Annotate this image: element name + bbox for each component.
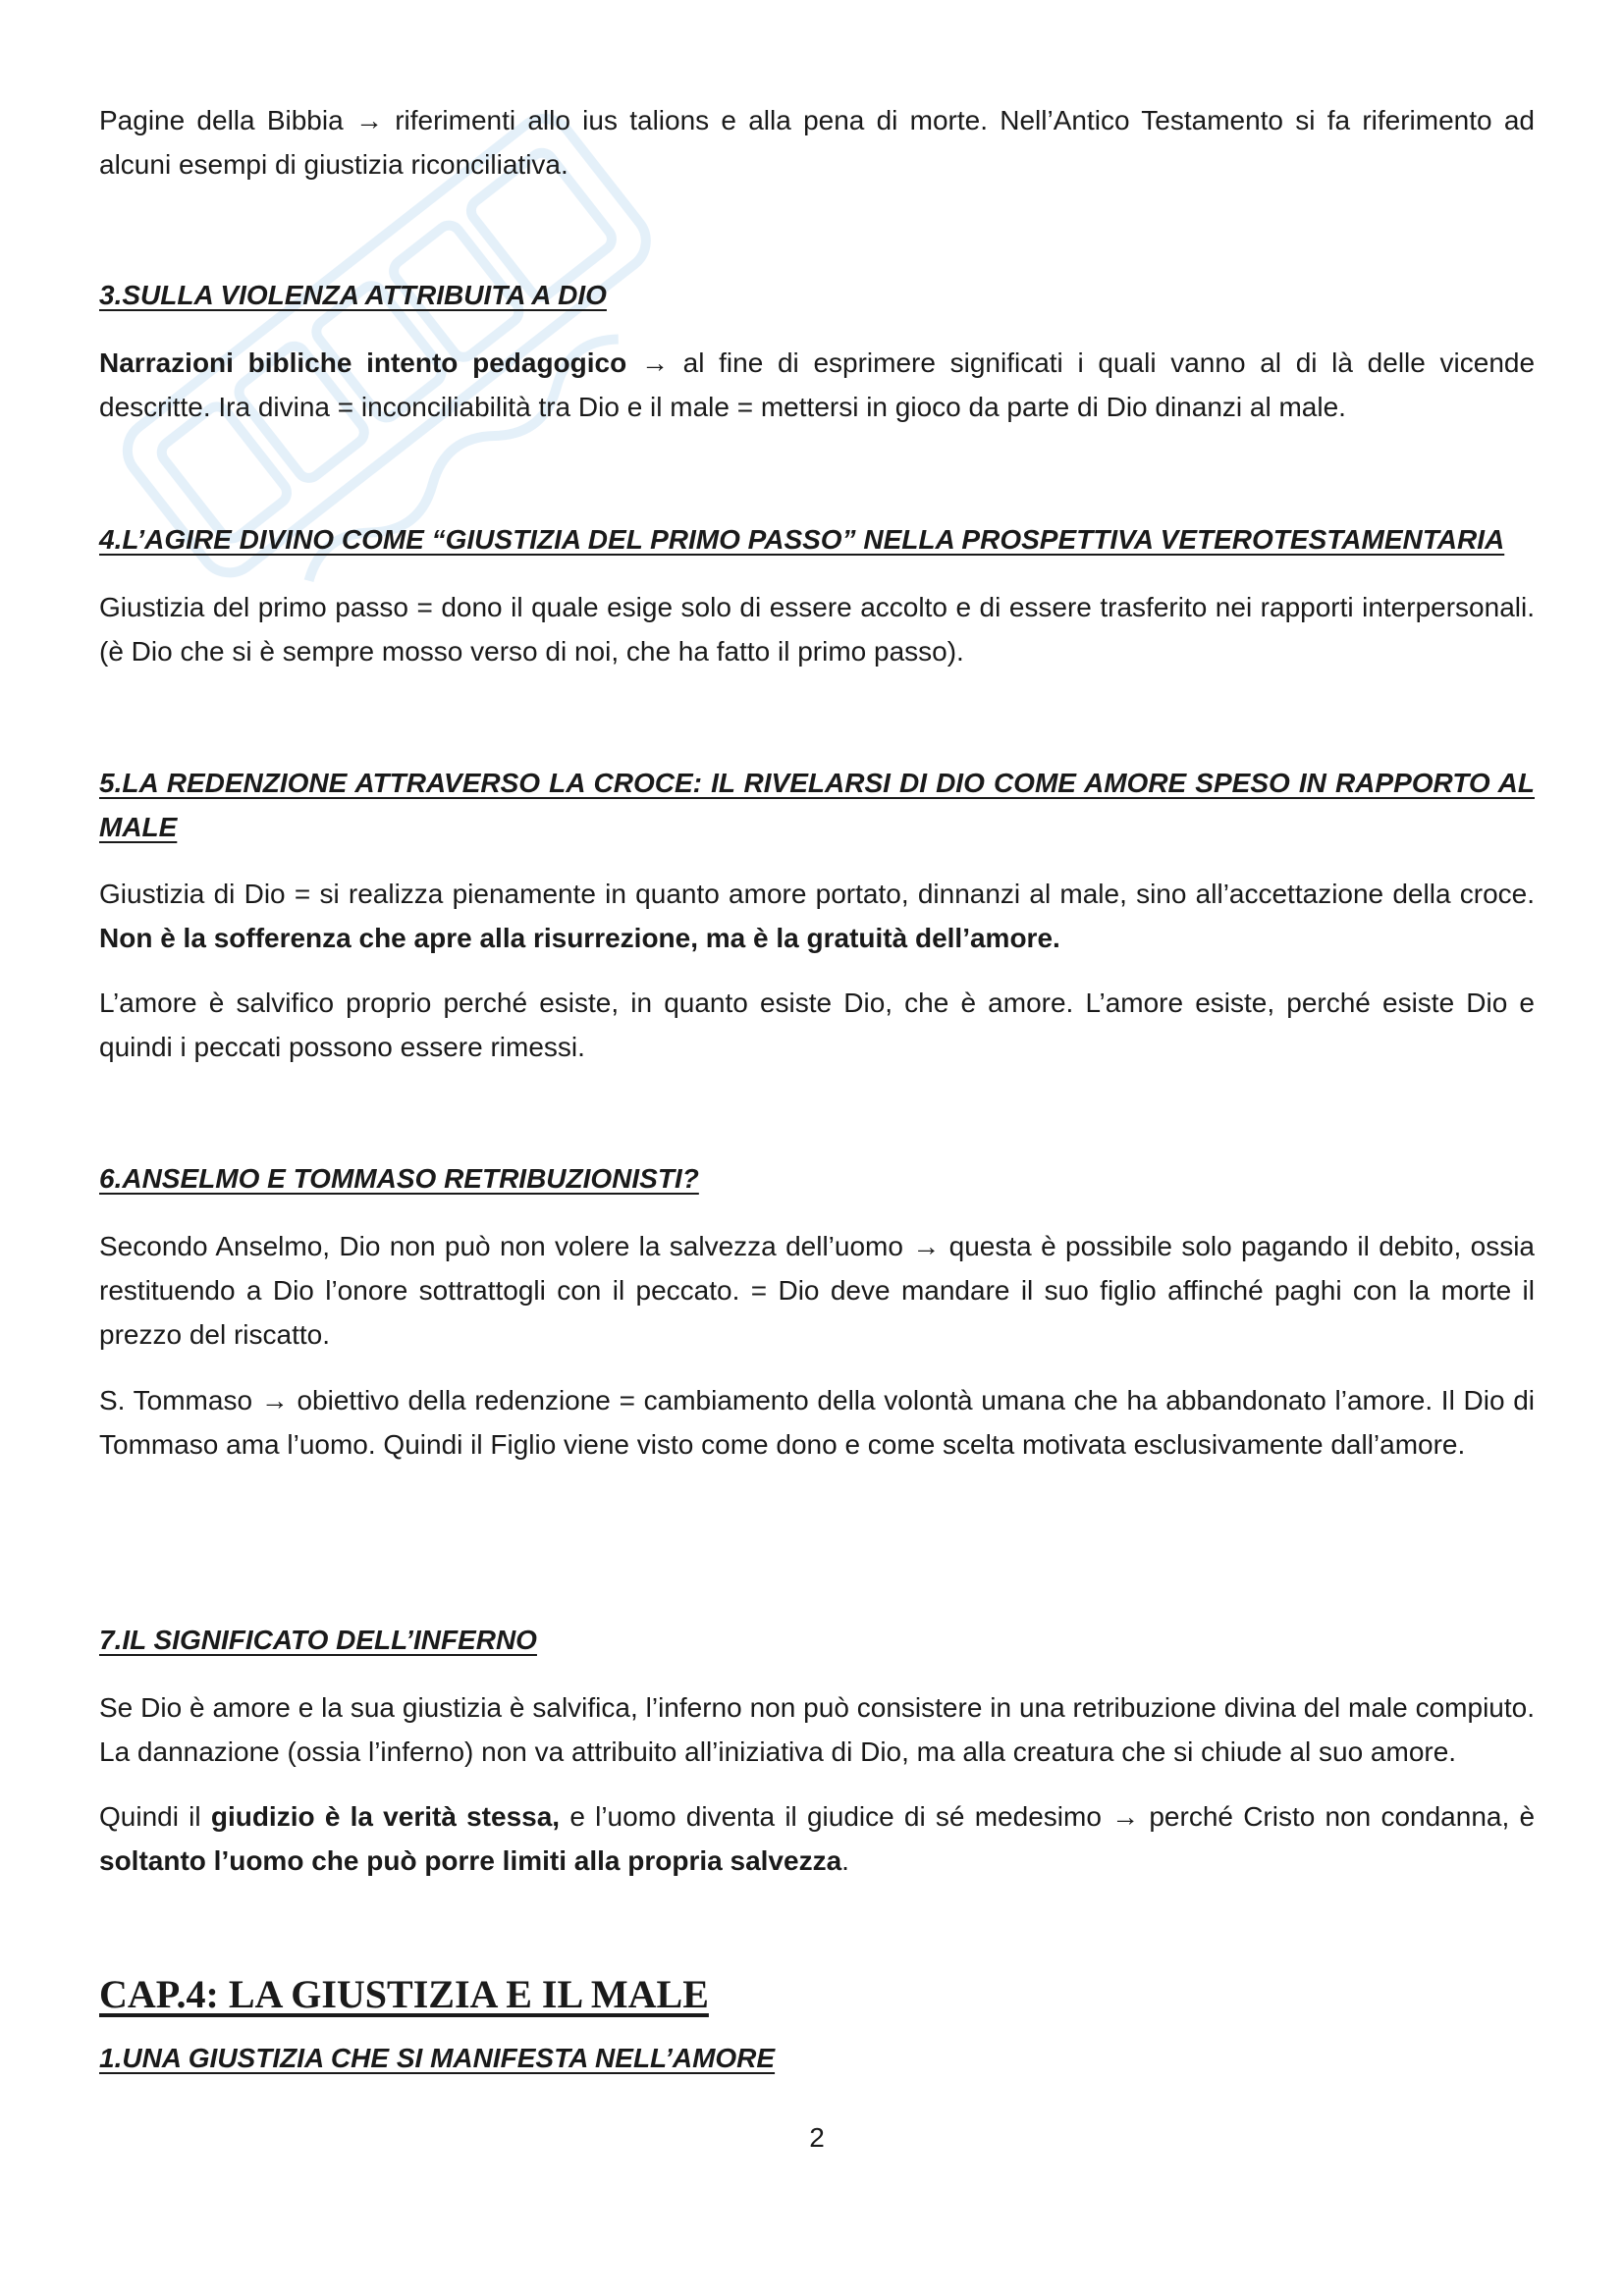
- section-7-paragraph-2: Quindi il giudizio è la verità stessa, e l’uomo diventa il giudice di sé medesimo → perché Cristo non condanna, è soltanto l’uomo che può porre limiti alla propria salvezza.: [99, 1801, 1536, 1876]
- arrow-icon: →: [354, 105, 383, 135]
- page-number: 2: [809, 2122, 825, 2153]
- section-7-heading: 7.IL SIGNIFICATO DELL’INFERNO: [99, 1625, 537, 1655]
- section-6-heading: 6.ANSELMO E TOMMASO RETRIBUZIONISTI?: [99, 1163, 699, 1194]
- arrow-icon: →: [912, 1231, 941, 1261]
- arrow-icon: →: [260, 1385, 289, 1415]
- section-6-paragraph-2: S. Tommaso → obiettivo della redenzione = cambiamento della volontà umana che ha abbandonato l’amore. Il Dio di Tommaso ama l’uomo. Quindi il Figlio viene visto come dono e come scelta motivata esclusivamente dall’amore.: [99, 1385, 1536, 1460]
- section-4-heading: 4.L’AGIRE DIVINO COME “GIUSTIZIA DEL PRIMO PASSO” NELLA PROSPETTIVA VETEROTESTAMENTARIA: [99, 524, 1505, 555]
- section-3-paragraph: Narrazioni bibliche intento pedagogico → al fine di esprimere significati i quali vanno al di là delle vicende descritte. Ira divina = inconciliabilità tra Dio e il male = mettersi in gioco da parte di Dio dinanzi al male.: [99, 347, 1536, 422]
- section-7-paragraph-1: Se Dio è amore e la sua giustizia è salvifica, l’inferno non può consistere in una retribuzione divina del male compiuto. La dannazione (ossia l’inferno) non va attribuito all’iniziativa di Dio, ma alla creatura che si chiude al suo amore.: [99, 1692, 1535, 1767]
- chapter-4-subheading-1: 1.UNA GIUSTIZIA CHE SI MANIFESTA NELL’AMORE: [99, 2043, 776, 2073]
- section-5-heading: 5.LA REDENZIONE ATTRAVERSO LA CROCE: IL RIVELARSI DI DIO COME AMORE SPESO IN RAPPORTO AL MALE: [99, 768, 1535, 842]
- section-6-paragraph-1: Secondo Anselmo, Dio non può non volere la salvezza dell’uomo → questa è possibile solo pagando il debito, ossia restituendo a Dio l’onore sottrattogli con il peccato. = Dio deve mandare il suo figlio affinché paghi con la morte il prezzo del riscatto.: [99, 1231, 1535, 1350]
- chapter-4-title: CAP.4: LA GIUSTIZIA E IL MALE: [99, 1972, 709, 2016]
- arrow-icon: →: [640, 347, 669, 378]
- section-3-heading: 3.SULLA VIOLENZA ATTRIBUITA A DIO: [99, 280, 607, 310]
- intro-paragraph: Pagine della Bibbia → riferimenti allo ius talions e alla pena di morte. Nell’Antico Testamento si fa riferimento ad alcuni esempi di giustizia riconciliativa.: [99, 105, 1535, 180]
- arrow-icon: →: [1111, 1801, 1140, 1832]
- section-5-paragraph-2: L’amore è salvifico proprio perché esiste, in quanto esiste Dio, che è amore. L’amore esiste, perché esiste Dio e quindi i peccati possono essere rimessi.: [99, 988, 1535, 1062]
- section-4-paragraph: Giustizia del primo passo = dono il quale esige solo di essere accolto e di essere trasferito nei rapporti interpersonali. (è Dio che si è sempre mosso verso di noi, che ha fatto il primo passo).: [99, 592, 1535, 667]
- section-5-paragraph-1: Giustizia di Dio = si realizza pienamente in quanto amore portato, dinnanzi al male, sino all’accettazione della croce. Non è la sofferenza che apre alla risurrezione, ma è la gratuità dell’amore.: [99, 879, 1535, 953]
